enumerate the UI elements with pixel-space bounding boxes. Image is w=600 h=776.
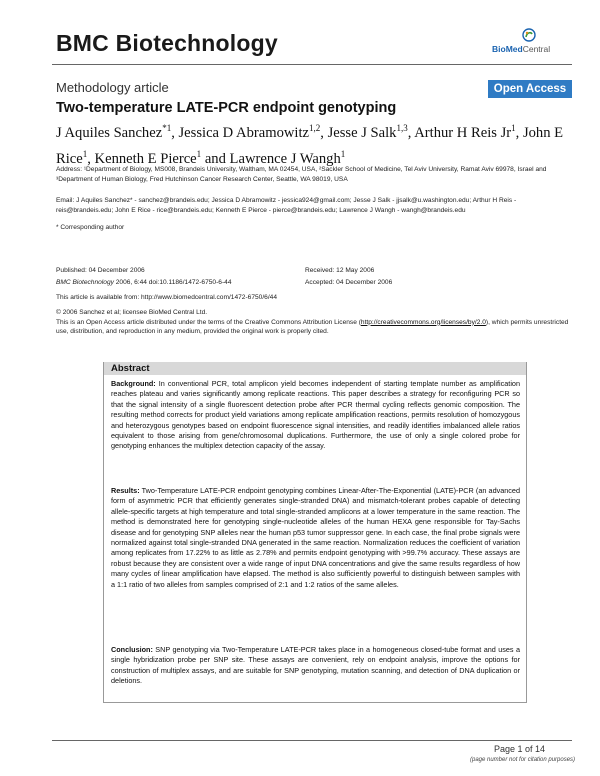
accepted-date: Accepted: 04 December 2006 [305, 279, 393, 286]
logo-bio: Bio [492, 44, 506, 54]
page-number-note: (page number not for citation purposes) [470, 757, 576, 763]
author-name: John E Rice [56, 125, 564, 167]
page-number: Page 1 of 14 [494, 744, 546, 754]
background-text: In conventional PCR, total amplicon yield becomes independent of starting template number as amplification reaches plateau and varies significantly among replicate reactions. This paper describes a strategy for reconfiguring PCR so that the signal intensity of a single fluorescent detection probe after PCR thermal cycling reflects genomic composition. The resulting method corrects for product yield variations among replicate amplification reactions, permits resolution of homozygous and heterozygous genotypes based on endpoint fluorescence signal intensities, and readily identifies imbalanced allele ratios equivalent to those arising from gene/chromosomal duplications. Furthermore, the use of only a single colored probe for genotyping enhances the multiplex detection capacity of the assay. [111, 379, 520, 451]
citation-journal: BMC Biotechnology [56, 279, 114, 286]
author-affiliation: 1 [511, 123, 516, 133]
article-url: This article is available from: http://www.biomedcentral.com/1472-6750/6/44 [56, 294, 277, 301]
author-affiliation: 1 [196, 149, 202, 159]
logo-med: Med [505, 44, 523, 54]
paper-title: Two-temperature LATE-PCR endpoint genotyping [56, 100, 397, 116]
abstract-heading [104, 362, 526, 375]
abstract-background [111, 379, 520, 452]
author-separator: and [201, 151, 230, 167]
author-separator: , [320, 125, 328, 141]
author-separator: , [87, 151, 95, 167]
biomed-central-logo-mark-icon [522, 28, 536, 42]
author-name: Kenneth E Pierce [94, 151, 197, 167]
author-affiliation: 1,3 [396, 123, 408, 133]
abstract-conclusion [111, 645, 520, 687]
author-emails: Email: J Aquiles Sanchez* - sanchez@brandeis.edu; Jessica D Abramowitz - jessica924@gmail.com; Jesse J Salk - jjsalk@u.washington.edu; Arthur H Reis - reis@brandeis.edu; John E Rice - rice@brandeis.edu; Kenneth E Pierce - pierce@brandeis.edu; Lawrence J Wangh - wangh@brandeis.edu [56, 197, 517, 214]
citation-details: 2006, 6:44 doi:10.1186/1472-6750-6-44 [113, 279, 232, 286]
abstract-results [111, 486, 520, 590]
author-name: Lawrence J Wangh [229, 151, 341, 167]
citation [56, 278, 232, 288]
author-affiliation: *1 [162, 123, 172, 133]
license-link[interactable]: http://creativecommons.org/licenses/by/2.0 [360, 318, 486, 326]
background-label: Background: [111, 379, 156, 388]
author-separator: , [407, 125, 415, 141]
footer-rule [52, 740, 572, 741]
journal-title: BMC Biotechnology [56, 30, 278, 56]
author [328, 125, 415, 141]
author-separator: , [515, 125, 520, 141]
author-affiliation: 1,2 [309, 123, 321, 133]
author-name: Jessica D Abramowitz [178, 125, 310, 141]
header-rule [52, 64, 572, 65]
author-name: Arthur H Reis Jr [414, 125, 512, 141]
author-name: Jesse J Salk [327, 125, 397, 141]
author-affiliation: 1 [82, 149, 88, 159]
biomed-central-logo[interactable] [492, 28, 570, 56]
license-text-post: ), which permits unrestricted use, distribution, and reproduction in any medium, provided the original work is properly cited. [56, 318, 569, 336]
article-type: Methodology article [56, 80, 169, 95]
corresponding-author-note: * Corresponding author [56, 224, 125, 231]
author-separator: , [171, 125, 179, 141]
results-text: Two-Temperature LATE-PCR endpoint genotyping combines Linear-After-The-Exponential (LATE)-PCR (an advanced form of asymmetric PCR that efficiently generates single-stranded DNA) and mismatch-tolerant probes capable of detecting allele-specific targets at high temperature and total single-stranded amplicons at a lower temperature in the same reaction. The method is demonstrated here for genotyping single-nucleotide alleles of the human HEXA gene responsible for Tay-Sachs disease and for genotyping SNP alleles near the human p53 tumor suppressor gene. In each case, the final probe signals were normalized against total single-stranded DNA generated in the same reaction. Normalization reduces the coefficient of variation among replicates from 17.22% to as little as 2.78% and permits endpoint genotyping with >99.7% accuracy. These assays are robust because they are consistent over a wide range of input DNA concentrations and give the same results regardless of how many cycles of linear amplification have elapsed. The method is also sufficiently powerful to distinguish between samples with a 1:1 ratio of two alleles from samples comprised of 2:1 and 1:2 ratios of the same alleles. [111, 486, 520, 589]
license-text [56, 318, 576, 337]
affiliations: Address: ¹Department of Biology, MS008, Brandeis University, Waltham, MA 02454, USA, ²Sackler School of Medicine, Tel Aviv University, Ramat Aviv 69978, Israel and ³Department of Human Biology, Fred Hutchinson Cancer Research Center, Seattle, WA 98019, USA [56, 166, 547, 183]
conclusion-text: SNP genotyping via Two-Temperature LATE-PCR takes place in a homogeneous closed-tube format and uses a single hybridization probe per SNP site. These assays are convenient, rely on endpoint analysis, improve the options for construction of multiplex assays, and are suitable for SNP genotyping, mutation scanning, and detection of DNA duplication or deletions. [111, 645, 520, 686]
conclusion-label: Conclusion: [111, 645, 153, 654]
author-name: J Aquiles Sanchez [56, 125, 163, 141]
author-affiliation: 1 [340, 149, 346, 159]
copyright-notice [56, 308, 576, 337]
results-label: Results: [111, 486, 140, 495]
copyright-line: © 2006 Sanchez et al; licensee BioMed Central Ltd. [56, 309, 208, 316]
received-date: Received: 12 May 2006 [305, 267, 375, 274]
published-date: Published: 04 December 2006 [56, 267, 145, 274]
author [56, 125, 179, 141]
logo-wordmark [492, 44, 550, 54]
abstract-box [103, 362, 527, 703]
abstract-heading-text: Abstract [111, 363, 150, 374]
logo-central: Central [522, 44, 551, 54]
author-list [56, 118, 576, 170]
author [414, 125, 519, 141]
license-text-pre: This is an Open Access article distributed under the terms of the Creative Commons Attribution License ( [56, 318, 361, 326]
open-access-badge: Open Access [488, 80, 572, 98]
author [179, 125, 328, 141]
